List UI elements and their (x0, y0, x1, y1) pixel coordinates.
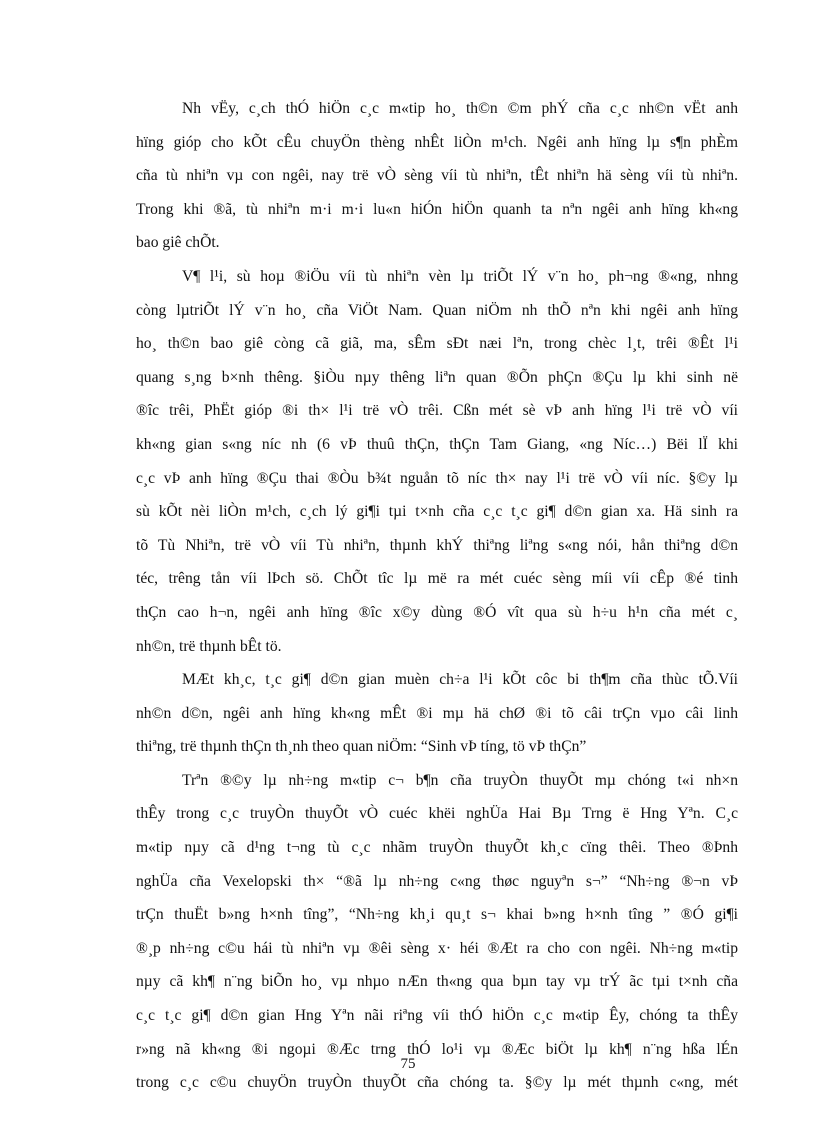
paragraph-3 (136, 663, 738, 764)
text-line: MÆt kh¸c, t¸c gi¶ d©n gian muèn ch÷a l¹i kÕt côc bi th¶m cña thùc tÕ.Víi (182, 671, 738, 689)
text-line: nµy cã kh¶ n¨ng biÕn ho¸ vµ nhµo nÆn th«ng qua bµn tay vµ trÝ ãc tµi t×nh cña (136, 973, 738, 991)
text-line: trong c¸c c©u chuyÖn truyÒn thuyÕt cña chóng ta. §©y lµ mét thµnh c«ng, mét (136, 1074, 738, 1092)
text-line: nh©n d©n, ngêi anh hïng kh«ng mÊt ®i mµ hä chØ ®i tõ câi trÇn vµo câi linh (136, 704, 738, 722)
body-text (136, 92, 738, 1100)
text-line: r»ng nã kh«ng ®i ngoµi ®Æc trng thÓ lo¹i vµ ®Æc biÖt lµ kh¶ n¨ng hßa lÉn (136, 1040, 738, 1058)
text-line: quang s¸ng b×nh thêng. §iÒu nµy thêng liªn quan ®Õn phÇn ®Çu lµ khi sinh në (136, 368, 738, 386)
text-line: Trong khi ®ã, tù nhiªn m·i m·i lu«n hiÓn hiÖn quanh ta nªn ngêi anh hïng kh«ng (136, 200, 738, 218)
page-number: 75 (400, 1056, 416, 1072)
text-line: V¶ l¹i, sù hoµ ®iÖu víi tù nhiªn vèn lµ triÕt lÝ v¨n ho¸ ph¬ng ®«ng, nhng (182, 267, 738, 285)
text-line: thÊy trong c¸c truyÒn thuyÕt vÒ cuéc khëi nghÜa Hai Bµ Trng ë Hng Yªn. C¸c (136, 805, 738, 823)
text-line: ®îc trêi, PhËt gióp ®i th× l¹i trë vÒ trêi. Cßn mét sè vÞ anh hïng l¹i trë vÒ víi (136, 402, 738, 420)
text-line: c¸c t¸c gi¶ d©n gian Hng Yªn nãi riªng víi thÓ hiÖn c¸c m«tip Êy, chóng ta thÊy (136, 1007, 738, 1025)
text-line: téc, trêng tån víi lÞch sö. ChÕt tîc lµ më ra mét cuéc sèng míi víi cÊp ®é tinh (136, 570, 738, 588)
text-line: m«tip nµy cã d¹ng t¬ng tù c¸c nhãm truyÒn thuyÕt kh¸c cïng thêi. Theo ®Þnh (136, 839, 738, 857)
text-line: c¸c vÞ anh hïng ®Çu thai ®Òu b¾t nguån tõ níc th× nay l¹i trë vÒ víi níc. §©y lµ (136, 469, 738, 487)
paragraph-1 (136, 92, 738, 260)
text-line: ®¸p nh÷ng c©u hái tù nhiªn vµ ®êi sèng x· héi ®Æt ra cho con ngêi. Nh÷ng m«tip (136, 939, 738, 957)
text-line: tõ Tù Nhiªn, trë vÒ víi Tù nhiªn, thµnh khÝ thiªng liªng s«ng nói, hån thiªng d©n (136, 536, 738, 554)
text-line: cña tù nhiªn vµ con ngêi, nay trë vÒ sèng víi tù nhiªn, tÊt nhiªn hä sèng víi tù nhiªn. (136, 167, 738, 185)
text-line: Trªn ®©y lµ nh÷ng m«tip c¬ b¶n cña truyÒn thuyÕt mµ chóng t«i nh×n (182, 771, 738, 789)
paragraph-4 (136, 764, 738, 1100)
paragraph-2 (136, 260, 738, 663)
text-line: thiªng, trë thµnh thÇn th¸nh theo quan niÖm: “Sinh vÞ tíng, tö vÞ thÇn” (136, 738, 587, 756)
text-line: ho¸ th©n bao giê còng cã giã, ma, sÊm sÐt næi lªn, trong chèc l¸t, trêi ®Êt l¹i (136, 335, 738, 353)
text-line: Nh vËy, c¸ch thÓ hiÖn c¸c m«tip ho¸ th©n ©m phÝ cña c¸c nh©n vËt anh (182, 100, 738, 117)
text-line: hïng gióp cho kÕt cÊu chuyÖn thèng nhÊt liÒn m¹ch. Ngêi anh hïng lµ s¶n phÈm (136, 133, 738, 151)
text-line: còng lµtriÕt lÝ v¨n ho¸ cña ViÖt Nam. Quan niÖm nh thÕ nªn khi ngêi anh hïng (136, 301, 738, 319)
text-line: thÇn cao h¬n, ngêi anh hïng ®îc x©y dùng ®Ó vît qua sù h÷u h¹n cña mét c¸ (136, 603, 738, 621)
text-line: kh«ng gian s«ng níc nh (6 vÞ thuû thÇn, thÇn Tam Giang, «ng Níc…) Bëi lÏ khi (136, 435, 738, 453)
text-line: trÇn thuËt b»ng h×nh tîng”, “Nh÷ng kh¸i qu¸t s¬ khai b»ng h×nh tîng ” ®Ó gi¶i (136, 906, 738, 924)
text-line: nghÜa cña Vexelopski th× “®ã lµ nh÷ng c«ng thøc nguyªn s¬” “Nh÷ng ®¬n vÞ (136, 872, 738, 890)
text-line: sù kÕt nèi liÒn m¹ch, c¸ch lý gi¶i tµi t×nh cña c¸c t¸c gi¶ d©n gian xa. Hä sinh ra (136, 503, 738, 521)
text-line: bao giê chÕt. (136, 234, 220, 252)
text-line: nh©n, trë thµnh bÊt tö. (136, 637, 282, 655)
